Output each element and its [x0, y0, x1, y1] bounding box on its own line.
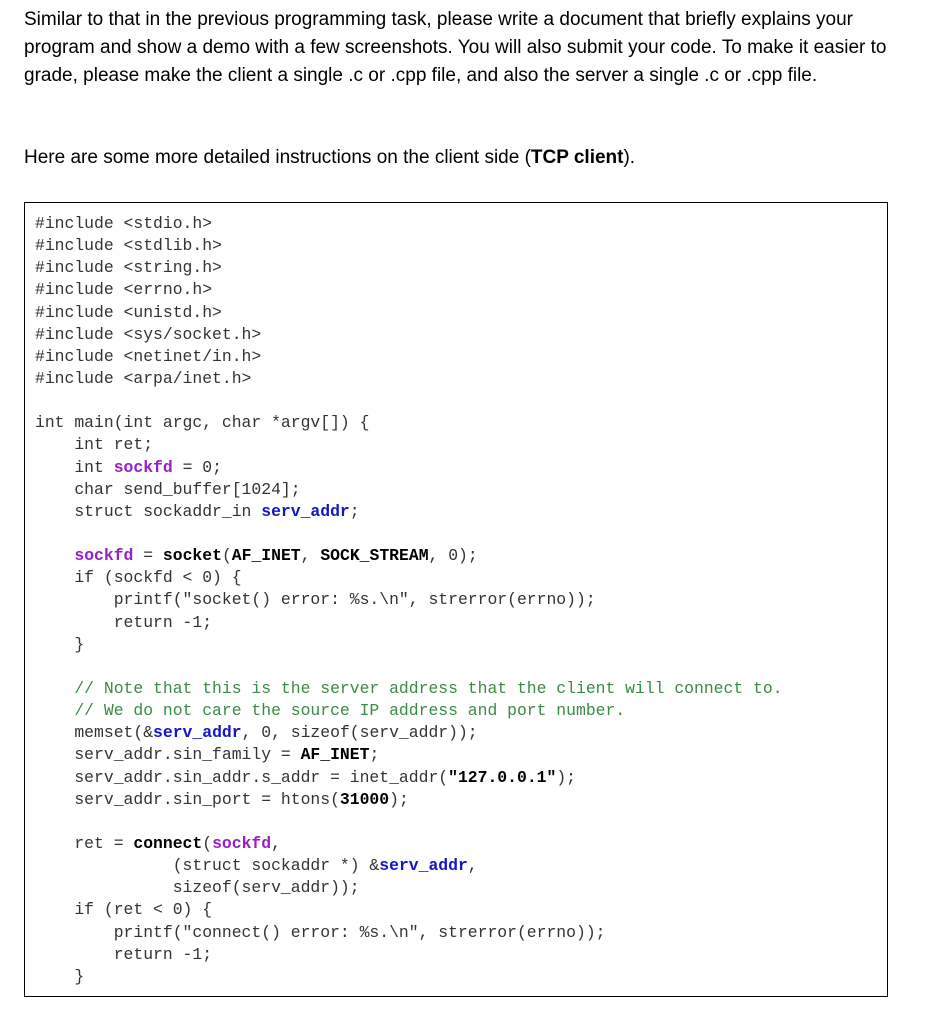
code-token: int [35, 457, 114, 477]
code-line [35, 257, 783, 279]
code-token: int ret; [35, 435, 154, 455]
code-token: ( [221, 546, 232, 566]
code-line [35, 634, 783, 656]
code-line [35, 213, 783, 235]
intro-paragraph: Similar to that in the previous programming task, please write a document that briefly explains your program and show a demo with a few screenshots. You will also submit your code. To make it easier to grade, please make the client a single .c or .cpp file, and also the server a single .c or .cpp file. [24, 9, 887, 86]
code-line [35, 678, 783, 700]
code-line [35, 789, 783, 811]
code-line [35, 922, 783, 944]
code-line [35, 390, 783, 412]
code-token: , 0); [428, 546, 478, 566]
code-token: = [133, 546, 163, 566]
code-token: ); [389, 789, 409, 809]
code-token: sockfd [74, 546, 134, 566]
instructions-prefix: Here are some more detailed instructions on the client side ( [24, 147, 531, 168]
code-token: serv_addr.sin_port = htons( [35, 789, 340, 809]
code-token: #include <arpa/inet.h> [35, 368, 252, 388]
code-token: #include <netinet/in.h> [35, 346, 262, 366]
code-listing-box [24, 202, 888, 997]
code-line [35, 302, 783, 324]
code-line [35, 457, 783, 479]
code-token: "127.0.0.1" [448, 767, 557, 787]
code-token: sockfd [113, 457, 173, 477]
code-token: ( [202, 833, 213, 853]
code-token: if (ret < 0) { [35, 900, 213, 920]
code-line [35, 744, 783, 766]
code-token: } [35, 634, 85, 654]
code-line [35, 811, 783, 833]
code-line [35, 324, 783, 346]
code-token: #include <stdlib.h> [35, 236, 222, 256]
code-token: // We do not care the source IP address and port number. [35, 701, 626, 721]
code-line [35, 767, 783, 789]
code-token [35, 546, 74, 565]
code-token: char send_buffer[1024]; [35, 479, 301, 499]
code-token: memset(& [35, 723, 154, 743]
code-token: = 0; [172, 457, 222, 477]
code-line [35, 833, 783, 855]
code-token: serv_addr.sin_family = [35, 745, 301, 765]
tcp-client-label: TCP client [530, 147, 624, 168]
code-token: printf("connect() error: %s.\n", strerror(errno)); [35, 922, 606, 942]
code-token: ); [556, 767, 577, 787]
code-line [35, 545, 783, 567]
code-token: #include <unistd.h> [35, 302, 222, 322]
code-token: #include <stdio.h> [35, 214, 213, 233]
code-line [35, 523, 783, 545]
code-line [35, 877, 783, 899]
code-token: 31000 [339, 789, 390, 809]
code-token: serv_addr [261, 501, 350, 521]
code-token: serv_addr.sin_addr.s_addr = inet_addr( [35, 767, 449, 787]
code-line [35, 346, 783, 368]
code-line [35, 899, 783, 921]
code-token: return -1; [35, 612, 213, 632]
code-line [35, 479, 783, 501]
code-line [35, 656, 783, 678]
code-token: , [467, 856, 478, 876]
code-token: SOCK_STREAM [320, 546, 429, 566]
code-token: printf("socket() error: %s.\n", strerror(errno)); [35, 590, 596, 610]
code-token: struct sockaddr_in [35, 501, 262, 521]
code-token: , [271, 833, 281, 853]
code-token: ; [369, 745, 380, 765]
code-token: #include <sys/socket.h> [35, 324, 262, 344]
code-line [35, 368, 783, 390]
code-token: ; [349, 501, 360, 521]
code-token: AF_INET [300, 745, 370, 765]
code-token: if (sockfd < 0) { [35, 568, 242, 588]
code-token: } [35, 966, 85, 986]
code-token: (struct sockaddr *) & [35, 856, 380, 876]
code-token: , [300, 546, 321, 566]
code-line [35, 966, 783, 988]
code-token: serv_addr [379, 856, 468, 876]
code-line [35, 501, 783, 523]
code-token: ret = [35, 833, 134, 853]
code-token: sockfd [212, 833, 272, 853]
code-token: return -1; [35, 944, 213, 964]
code-line [35, 235, 783, 257]
code-line [35, 412, 783, 434]
instructions-suffix: ). [623, 147, 636, 168]
code-line [35, 612, 783, 634]
code-listing [35, 213, 783, 988]
code-token: int main(int argc, char *argv[]) { [35, 413, 370, 433]
code-token: // Note that this is the server address that the client will connect to. [35, 678, 783, 698]
code-line [35, 722, 783, 744]
code-line [35, 589, 783, 611]
code-line [35, 279, 783, 301]
code-line [35, 700, 783, 722]
code-token: AF_INET [231, 546, 301, 566]
client-instructions-paragraph [24, 144, 904, 172]
code-line [35, 855, 783, 877]
code-line [35, 567, 783, 589]
code-token: , 0, sizeof(serv_addr)); [241, 723, 478, 743]
code-token: connect [133, 833, 203, 853]
code-token: #include <string.h> [35, 258, 222, 278]
code-line [35, 944, 783, 966]
code-token: #include <errno.h> [35, 280, 213, 300]
code-token: sizeof(serv_addr)); [35, 878, 360, 898]
code-line [35, 434, 783, 456]
code-token: serv_addr [153, 723, 242, 743]
code-token: socket [162, 546, 222, 566]
